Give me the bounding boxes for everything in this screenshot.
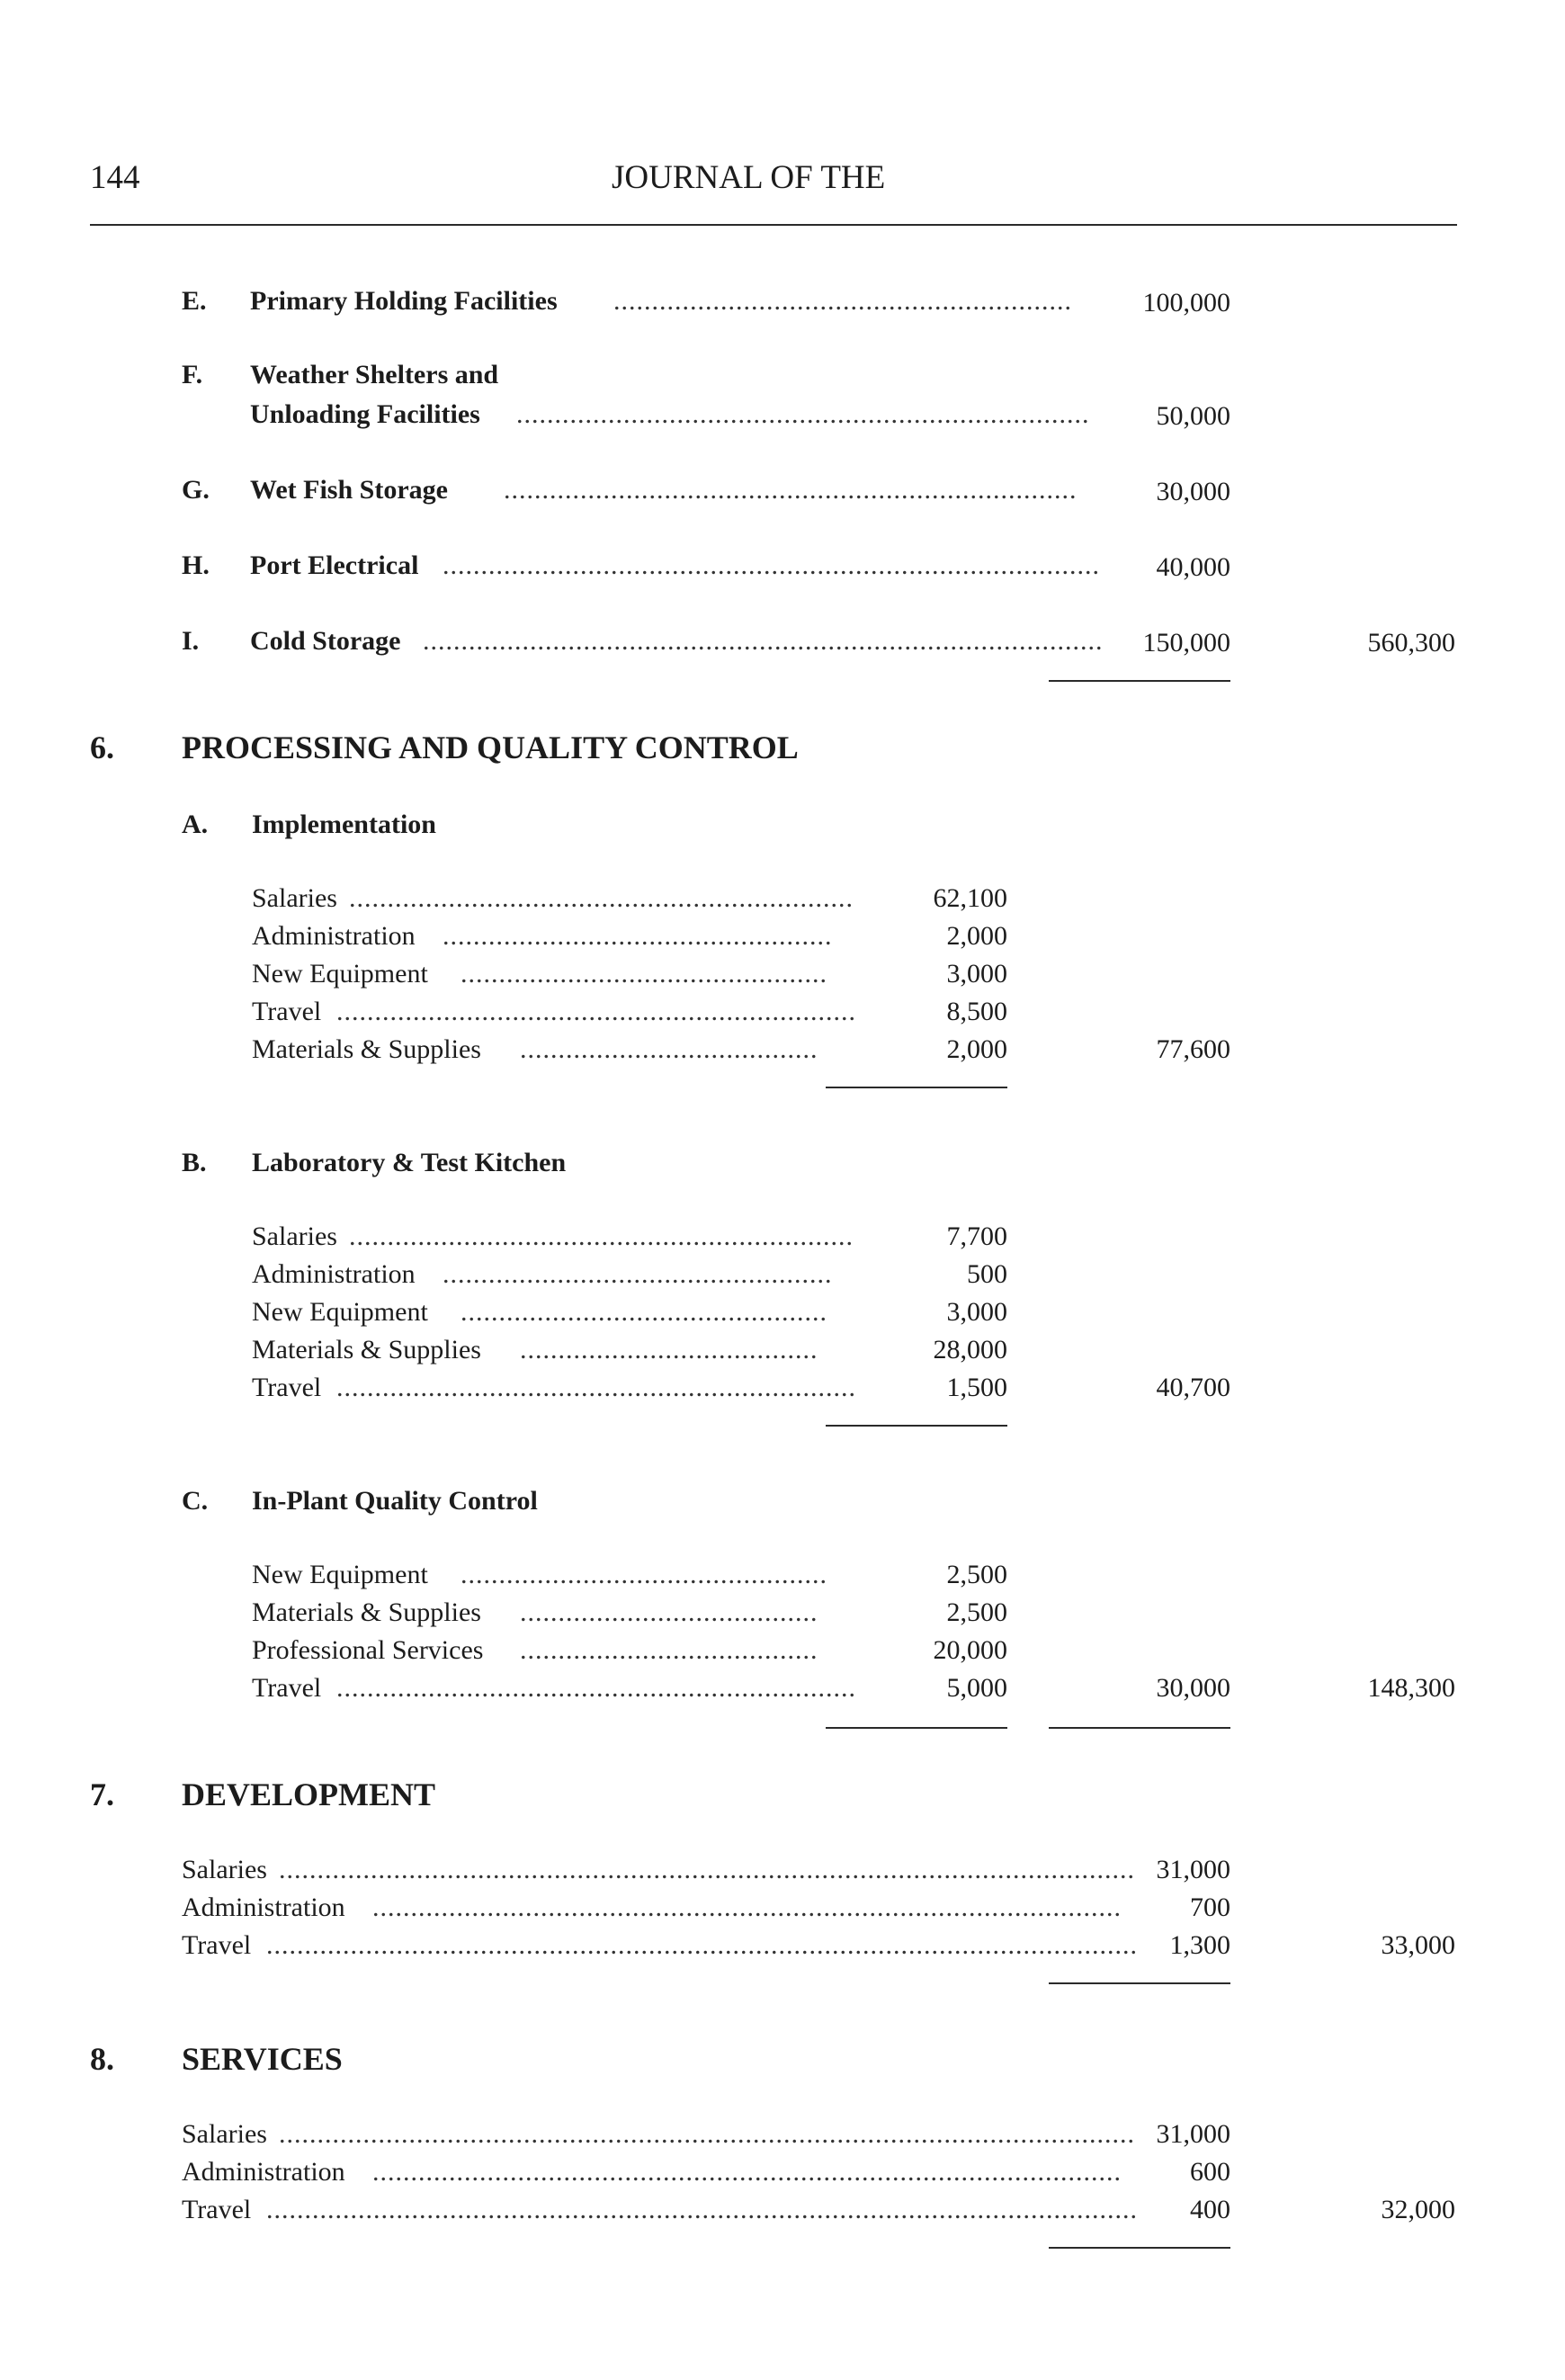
leader-dots: ................................................... [443, 1259, 833, 1289]
item-amount: 30,000 [1156, 477, 1230, 506]
line-item-label: Travel [252, 1673, 322, 1703]
section-number: 8. [90, 2041, 114, 2077]
leader-dots: .................................................................. [349, 1221, 854, 1251]
subsection-letter: C. [182, 1486, 209, 1516]
item-letter: E. [182, 286, 207, 316]
leader-dots: ........................................................................... [504, 475, 1078, 505]
line-item-amount: 5,000 [946, 1673, 1007, 1703]
subsection-subtotal: 30,000 [1156, 1673, 1230, 1703]
item-amount: 150,000 [1142, 628, 1230, 658]
section-total: 148,300 [1367, 1673, 1455, 1703]
subsection-letter: B. [182, 1148, 207, 1177]
line-item-amount: 31,000 [1156, 1855, 1230, 1884]
line-item-label: New Equipment [252, 1297, 428, 1327]
line-item-label: Salaries [182, 1855, 267, 1884]
leader-dots: ....................................... [520, 1335, 818, 1364]
line-item-label: Travel [252, 997, 322, 1026]
leader-dots: ....................................... [520, 1635, 818, 1665]
leader-dots: .................................................................................................................. [266, 2195, 1138, 2224]
line-item-amount: 500 [967, 1259, 1007, 1289]
item-letter: I. [182, 626, 200, 656]
line-item-amount: 1,300 [1169, 1930, 1230, 1960]
header-rule [90, 224, 1457, 226]
item-label: Wet Fish Storage [250, 475, 448, 505]
line-item-label: Administration [182, 2157, 345, 2187]
section-title: PROCESSING AND QUALITY CONTROL [182, 729, 799, 765]
leader-dots: ....................................... [520, 1034, 818, 1064]
section-title: SERVICES [182, 2041, 343, 2077]
line-item-amount: 28,000 [933, 1335, 1007, 1364]
section-total: 33,000 [1381, 1930, 1455, 1960]
total-underline [1049, 1982, 1230, 1984]
subtotal-underline [826, 1425, 1007, 1427]
line-item-label: Salaries [252, 883, 337, 913]
leader-dots: ....................................... [520, 1597, 818, 1627]
subsection-subtotal: 40,700 [1156, 1373, 1230, 1402]
item-label: Primary Holding Facilities [250, 286, 558, 316]
line-item-amount: 2,000 [946, 921, 1007, 951]
line-item-label: Travel [182, 2195, 252, 2224]
subsection-title: Laboratory & Test Kitchen [252, 1148, 567, 1177]
leader-dots: ................................................... [443, 921, 833, 951]
line-item-label: Salaries [252, 1221, 337, 1251]
line-item-label: Administration [182, 1892, 345, 1922]
leader-dots: ................................................ [461, 1560, 827, 1589]
subsection-title: Implementation [252, 810, 436, 839]
subsection-letter: A. [182, 810, 209, 839]
line-item-amount: 20,000 [933, 1635, 1007, 1665]
section-title: DEVELOPMENT [182, 1776, 436, 1812]
leader-dots: ...................................................................................... [443, 550, 1100, 580]
line-item-amount: 600 [1190, 2157, 1230, 2187]
item-letter: F. [182, 360, 203, 389]
subsection-subtotal: 77,600 [1156, 1034, 1230, 1064]
line-item-label: Professional Services [252, 1635, 484, 1665]
leader-dots: .................................................................... [336, 1673, 856, 1703]
line-item-amount: 3,000 [946, 959, 1007, 989]
subsection-title: In-Plant Quality Control [252, 1486, 538, 1516]
line-item-amount: 700 [1190, 1892, 1230, 1922]
running-title: JOURNAL OF THE [612, 159, 886, 196]
line-item-amount: 3,000 [946, 1297, 1007, 1327]
line-item-amount: 31,000 [1156, 2119, 1230, 2149]
line-item-amount: 8,500 [946, 997, 1007, 1026]
line-item-label: New Equipment [252, 1560, 428, 1589]
leader-dots: .................................................................................................. [372, 2157, 1122, 2187]
section-number: 7. [90, 1776, 114, 1812]
page-number: 144 [90, 159, 140, 196]
line-item-label: Materials & Supplies [252, 1034, 481, 1064]
item-label: Weather Shelters and [250, 360, 499, 389]
leader-dots: .................................................................... [336, 1373, 856, 1402]
line-item-amount: 62,100 [933, 883, 1007, 913]
subtotal-underline [826, 1087, 1007, 1088]
leader-dots: .................................................................................................. [372, 1892, 1122, 1922]
line-item-amount: 2,500 [946, 1560, 1007, 1589]
line-item-amount: 1,500 [946, 1373, 1007, 1402]
total-underline [1049, 680, 1230, 682]
leader-dots: ................................................ [461, 959, 827, 989]
item-amount: 50,000 [1156, 401, 1230, 431]
item-label: Port Electrical [250, 550, 419, 580]
line-item-label: Materials & Supplies [252, 1597, 481, 1627]
item-amount: 100,000 [1142, 288, 1230, 318]
leader-dots: ................................................ [461, 1297, 827, 1327]
subtotal-underline [826, 1727, 1007, 1729]
leader-dots: ................................................................................................................ [279, 1855, 1135, 1884]
item-letter: H. [182, 550, 210, 580]
section-number: 6. [90, 729, 114, 765]
line-item-label: Travel [182, 1930, 252, 1960]
subtotal-underline [1049, 1727, 1230, 1729]
item-label: Unloading Facilities [250, 399, 480, 429]
line-item-label: Travel [252, 1373, 322, 1402]
leader-dots: ............................................................ [613, 286, 1072, 316]
line-item-label: Materials & Supplies [252, 1335, 481, 1364]
line-item-amount: 2,000 [946, 1034, 1007, 1064]
total-underline [1049, 2247, 1230, 2249]
leader-dots: ......................................................................................... [423, 626, 1104, 656]
line-item-amount: 7,700 [946, 1221, 1007, 1251]
section-total: 32,000 [1381, 2195, 1455, 2224]
line-item-label: New Equipment [252, 959, 428, 989]
section-total: 560,300 [1367, 628, 1455, 658]
line-item-label: Salaries [182, 2119, 267, 2149]
item-label: Cold Storage [250, 626, 401, 656]
line-item-amount: 400 [1190, 2195, 1230, 2224]
leader-dots: .................................................................................................................. [266, 1930, 1138, 1960]
leader-dots: .................................................................. [349, 883, 854, 913]
line-item-amount: 2,500 [946, 1597, 1007, 1627]
item-amount: 40,000 [1156, 552, 1230, 582]
line-item-label: Administration [252, 1259, 416, 1289]
leader-dots: ........................................................................... [516, 399, 1090, 429]
leader-dots: .................................................................... [336, 997, 856, 1026]
line-item-label: Administration [252, 921, 416, 951]
item-letter: G. [182, 475, 210, 505]
leader-dots: ................................................................................................................ [279, 2119, 1135, 2149]
